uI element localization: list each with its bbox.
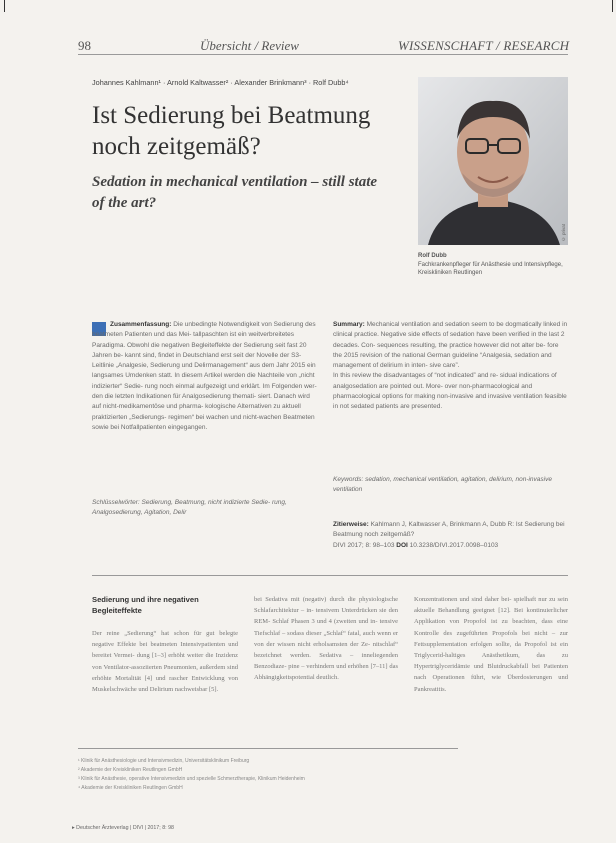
- crop-mark: [4, 0, 5, 12]
- abstract-en-text-2: In this review the disadvantages of “not indicated” and re- sidual indications of analgosedation are pointed out. More- over non-pharmacological and pharmacological options for making non-invasive and invasive ventilation feasible in not sedated patients are presented.: [333, 372, 567, 411]
- body-paragraph-2: bei Sedativa mit (negativ) durch die physiologische Schlafarchitektur – in- tensivem Unterdrücken sie den REM- Schlaf Phasen 3 und 4 (zweiten und in- tensive Tiefschlaf – sodass dieser „Schlaf“ fatal, auch wenn er von der wissen nicht erholsamsten der Ze- nitschlaf“ bezeichnet werden. Sedativa – inneliegenden Benzodiaze- pine – verhindern und erhöhen [7–11] das Abhängigkeitspotential deutlich.: [254, 596, 398, 682]
- abstract-de: [92, 320, 318, 433]
- article-title: Ist Sedierung bei Beatmung noch zeitgemäß?: [92, 102, 371, 160]
- abstract-en-label: Summary:: [333, 321, 365, 328]
- page-number: 98: [78, 38, 91, 53]
- keywords-en-label: Keywords:: [333, 476, 364, 483]
- footnote-1: ¹ Klinik für Anästhesiologie und Intensivmedizin, Universitätsklinikum Freiburg: [78, 758, 250, 764]
- crop-mark: [612, 0, 613, 12]
- keywords-de-text: Sedierung, Beatmung, nicht indizierte Sedie- rung, Analgosedierung, Agitation, Delir: [92, 499, 287, 517]
- section-heading: Sedierung und ihre negativen Begleiteffekte: [92, 595, 199, 615]
- photo-credit: © privat: [561, 223, 566, 241]
- keywords-en-text: sedation, mechanical ventilation, agitation, delirium, non-invasive ventilation: [333, 476, 552, 494]
- portrait-illustration: [418, 77, 568, 245]
- publisher-line: ▸ Deutscher Ärzteverlag | DIVI | 2017; 8: 98: [72, 825, 174, 831]
- photo-caption-name: Rolf Dubb: [418, 253, 447, 259]
- citation-text: Kahlmann J, Kaltwasser A, Brinkmann A, Dubb R: Ist Sedierung bei Beatmung noch zeitgemäß?: [333, 521, 565, 539]
- author-photo: [418, 77, 568, 245]
- author-line: Johannes Kahlmann¹ · Arnold Kaltwasser² · Alexander Brinkmann³ · Rolf Dubb⁴: [92, 78, 349, 87]
- citation: [333, 520, 568, 551]
- body-column-2: [254, 594, 398, 740]
- body-column-1: [92, 628, 238, 738]
- citation-label: Zitierweise:: [333, 521, 369, 528]
- keywords-de-label: Schlüsselwörter:: [92, 499, 140, 506]
- body-paragraph-3: Konzentrationen und sind daher bei- spielhaft nur zu sein aktuelle Behandlung geeignet [12]. Bei kontinuierlicher Applikation von Propofol ist zu beachten, dass eine Kontrolle des zugeführten Propofols bei nicht – zur Fettsupplementation erfolgen sollte, da Propofol ist ein Triglycerid-haltiges Anästhetikum, das zu Hypertriglyceridämie und Blutdruckabfall bei Patienten nach Operationen führt, wie Überdosierungen und Pankreatitis.: [414, 596, 568, 693]
- body-paragraph-1: Der reine „Sedierung“ hat schon für gut belegte negative Effekte bei beatmeten Intensivpatienten und bereitet Vermei- dung [1–3] erhöht weiter die Inzidenz von Ventilator-assoziierten Pneumonien, außerdem sind erhöhte Mortalität [4] und rascher Entwicklung von Muskelschwäche und Delirium nachweisbar [5].: [92, 630, 238, 694]
- footnote-2: ² Akademie der Kreiskliniken Reutlingen GmbH: [78, 767, 183, 773]
- body-column-3: [414, 594, 568, 740]
- footnote-3: ³ Klinik für Anästhesie, operative Intensivmedizin und spezielle Schmerztherapie, Klinikum Heidenheim: [78, 776, 305, 782]
- citation-ref: DIVI 2017; 8: 98–103: [333, 541, 395, 549]
- category-label: WISSENSCHAFT / RESEARCH: [398, 38, 570, 53]
- keywords-en: [333, 475, 568, 496]
- doi-label: DOI: [396, 541, 408, 549]
- abstract-en: [333, 320, 568, 413]
- abstract-de-text: Die unbedingte Notwendigkeit von Sedierung des beatmeten Patienten und das Mei- tallpaschten ist ein weitverbreitetes Paradigma. Obwohl die negativen Begleiteffekte der Sedierung seit fast 20 Jahren be- kannt sind, findet in Deutschland erst seit der Novelle der S3-Leitlinie „Analgesie, Sedierung und Delirmanagement“ aus dem Jahr 2015 ein langsames Umdenken statt. In diesem Artikel werden die Nachteile von „nicht indizierter“ Sedie- rung noch einmal aufgezeigt und erklärt. Im Folgenden wer- den die letzten Indikationen für Analgosedierung themati- siert. Danach wird auf nicht-medikamentöse und pharma- kologische Alternativen zu aktuell praktizierten „Sedierungs- regimen“ bei wachen und nicht-wachen Beatmeten sowie bei Notfallpatienten eingegangen.: [92, 321, 317, 431]
- section-label: Übersicht / Review: [200, 38, 299, 53]
- article-subtitle: Sedation in mechanical ventilation – still state of the art?: [92, 174, 378, 211]
- section-rule: [92, 575, 568, 576]
- abstract-en-text-1: Mechanical ventilation and sedation seem to be dogmatically linked in clinical practice. Negative side effects of sedation have been verified in the last 2 decades. Con- sequences resulting, the practice however did not alter be- fore the 2015 revision of the national German guideline “Analgesia, sedation and management of delirium in inten- sive care”.: [333, 321, 568, 370]
- footnote-rule: [78, 748, 458, 749]
- keywords-de: [92, 498, 318, 519]
- doi-value: 10.3238/DIVI.2017.0098–0103: [409, 541, 499, 549]
- photo-caption-text: Fachkrankenpfleger für Anästhesie und Intensivpflege, Kreiskliniken Reutlingen: [418, 262, 563, 276]
- header-rule: [78, 54, 568, 55]
- abstract-de-label: Zusammenfassung:: [110, 321, 172, 328]
- footnote-4: ⁴ Akademie der Kreiskliniken Reutlingen GmbH: [78, 785, 183, 791]
